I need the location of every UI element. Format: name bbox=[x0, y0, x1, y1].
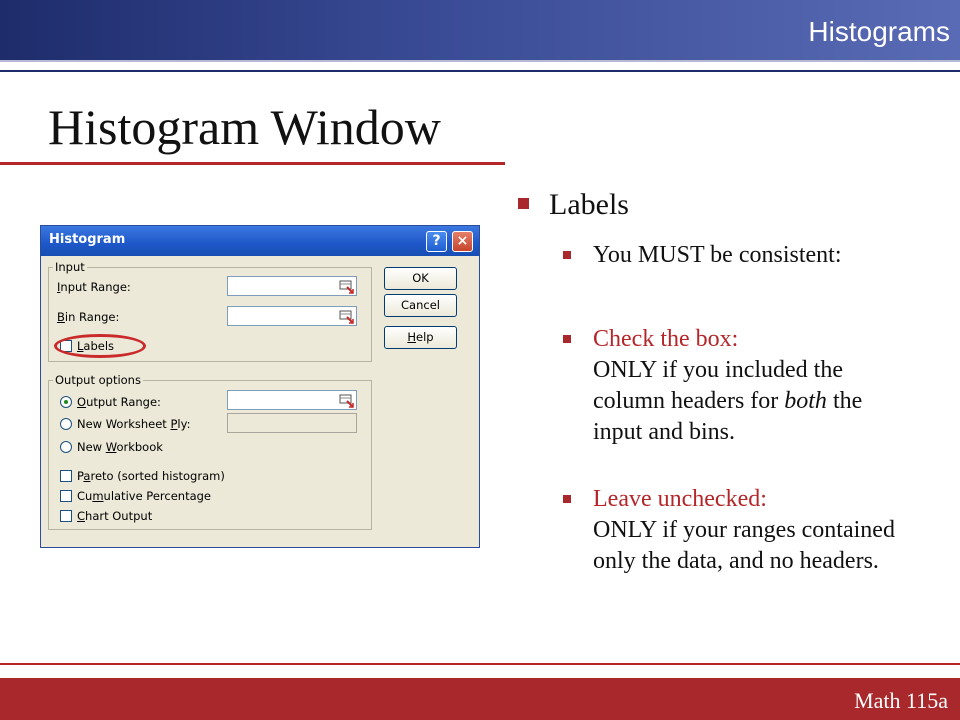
labels-checkbox-label: Labels bbox=[77, 339, 115, 353]
new-worksheet-ply-radio[interactable] bbox=[60, 418, 72, 430]
header-stripe bbox=[0, 60, 960, 72]
footer-bar bbox=[0, 678, 960, 720]
bullet-item-text: Check the box: ONLY if you included the column headers for both the input and bins. bbox=[593, 326, 863, 445]
new-worksheet-ply-label: New Worksheet Ply: bbox=[77, 417, 191, 431]
bullet-main-text: Labels bbox=[549, 188, 629, 221]
range-picker-icon[interactable] bbox=[338, 278, 355, 294]
bullet-item-text: Leave unchecked: ONLY if your ranges contained only the data, and no headers. bbox=[593, 486, 895, 574]
bullet-item-text: You MUST be consistent: bbox=[593, 242, 842, 268]
help-icon[interactable]: ? bbox=[426, 231, 447, 252]
output-range-radio[interactable] bbox=[60, 396, 72, 408]
dialog-titlebar[interactable] bbox=[41, 226, 479, 256]
cumulative-percentage-label: Cumulative Percentage bbox=[77, 489, 211, 503]
course-label: Math 115a bbox=[854, 688, 948, 713]
labels-highlight-circle bbox=[54, 334, 146, 358]
chart-output-checkbox[interactable] bbox=[60, 510, 72, 522]
bullet-lead: Check the box: bbox=[593, 326, 739, 352]
bullet-square-icon bbox=[563, 251, 571, 259]
output-range-label: Output Range: bbox=[77, 395, 161, 409]
histogram-dialog bbox=[40, 225, 480, 548]
slide-title: Histogram Window bbox=[48, 99, 441, 155]
output-group-label: Output options bbox=[55, 373, 141, 387]
new-workbook-radio[interactable] bbox=[60, 441, 72, 453]
bin-range-label: Bin Range: bbox=[57, 310, 120, 324]
range-picker-icon[interactable] bbox=[338, 392, 355, 408]
bullet-square-icon bbox=[518, 198, 529, 209]
bullet-lead: Leave unchecked: bbox=[593, 486, 767, 512]
pareto-label: Pareto (sorted histogram) bbox=[77, 469, 225, 483]
pareto-checkbox[interactable] bbox=[60, 470, 72, 482]
bullet-square-icon bbox=[563, 335, 571, 343]
chart-output-label: Chart Output bbox=[77, 509, 153, 523]
output-range-field[interactable] bbox=[227, 390, 357, 410]
input-range-label: Input Range: bbox=[57, 280, 131, 294]
cumulative-percentage-checkbox[interactable] bbox=[60, 490, 72, 502]
range-picker-icon[interactable] bbox=[338, 308, 355, 324]
new-worksheet-ply-field[interactable] bbox=[227, 413, 357, 433]
cancel-button[interactable]: Cancel bbox=[384, 294, 457, 317]
help-button[interactable]: Help bbox=[384, 326, 457, 349]
input-range-field[interactable] bbox=[227, 276, 357, 296]
input-group-label: Input bbox=[55, 260, 85, 274]
new-workbook-label: New Workbook bbox=[77, 440, 163, 454]
ok-button[interactable]: OK bbox=[384, 267, 457, 290]
close-icon[interactable]: × bbox=[452, 231, 473, 252]
dialog-title: Histogram bbox=[49, 232, 126, 247]
footer-stripe bbox=[0, 663, 960, 671]
bin-range-field[interactable] bbox=[227, 306, 357, 326]
title-underline bbox=[0, 162, 505, 165]
section-title: Histograms bbox=[808, 16, 950, 47]
bullet-square-icon bbox=[563, 495, 571, 503]
